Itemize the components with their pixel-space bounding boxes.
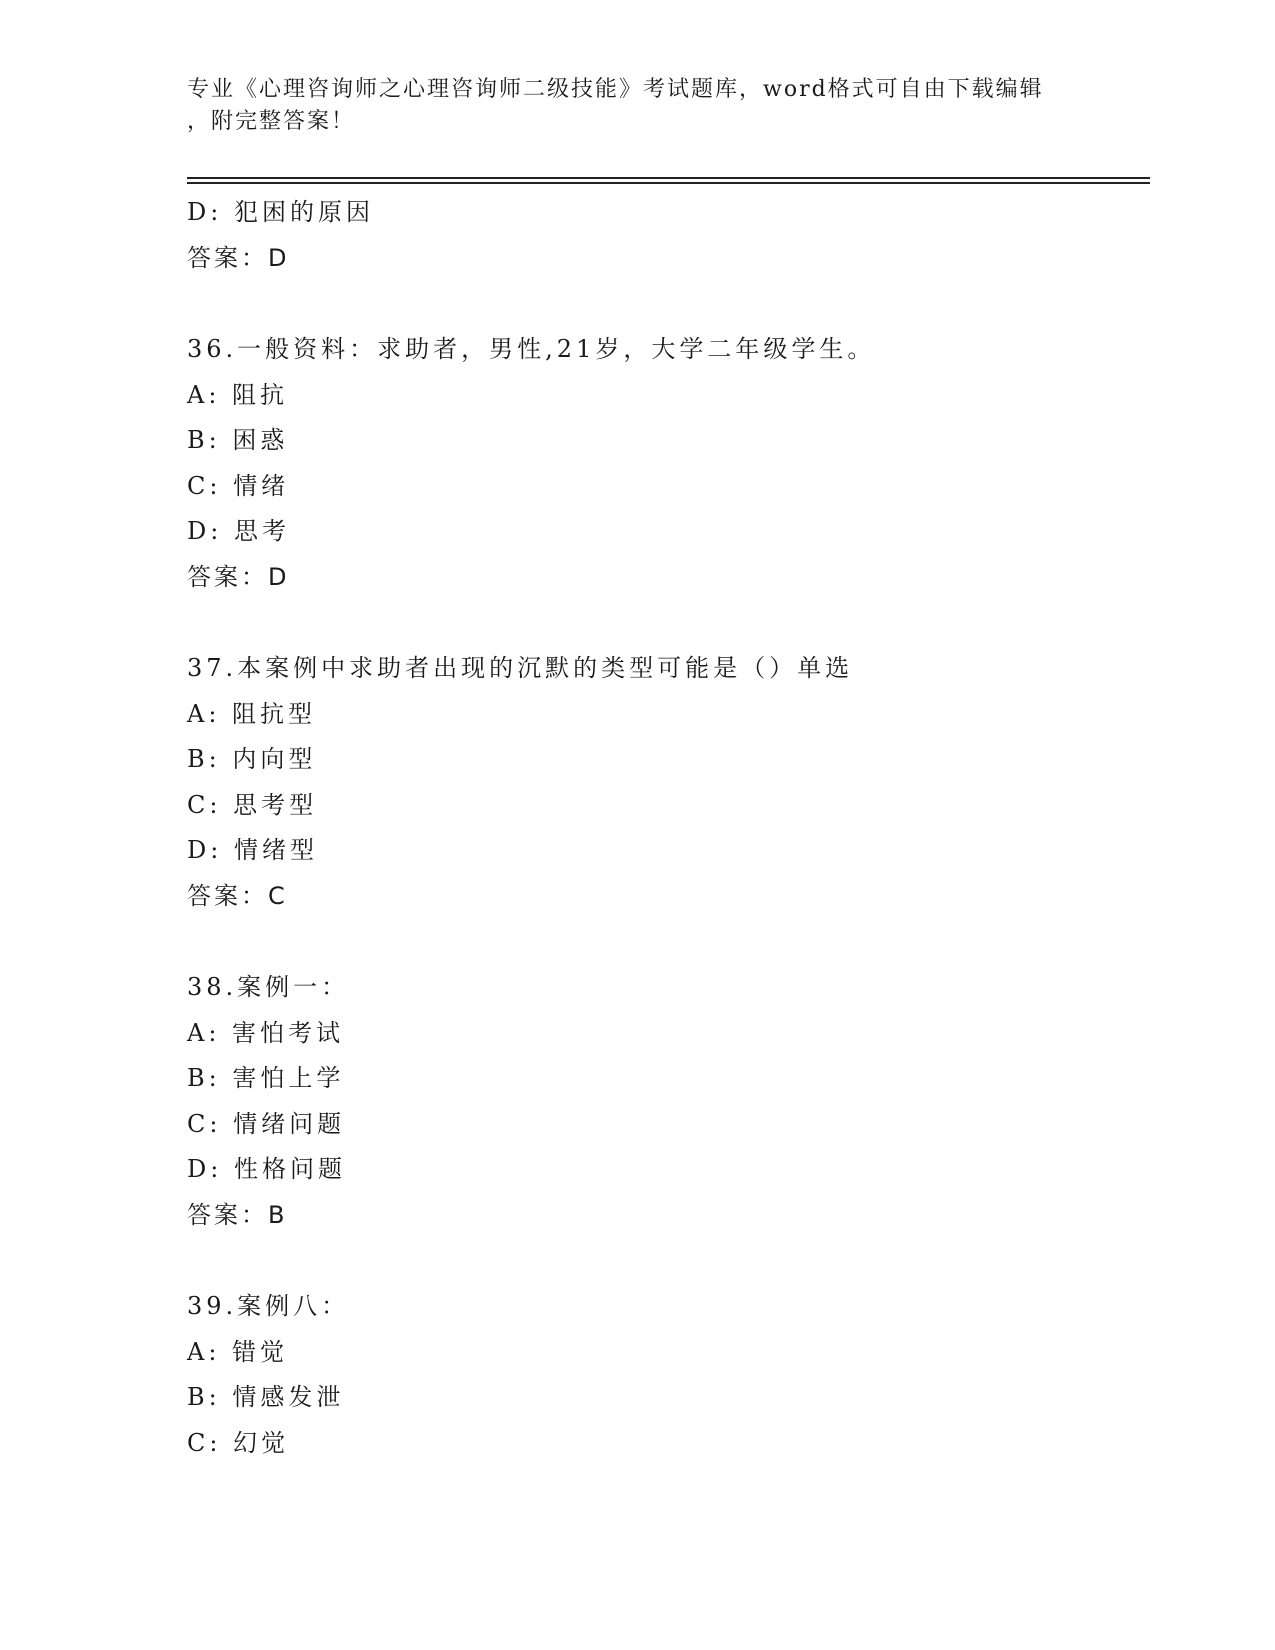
spacer xyxy=(187,919,1147,965)
spacer xyxy=(187,1238,1147,1284)
document-header xyxy=(187,74,1067,138)
answer-line: 答案：D xyxy=(187,562,290,591)
spacer xyxy=(187,600,1147,646)
option-a: A: 害怕考试 xyxy=(187,1018,345,1047)
option-a: A: 阻抗型 xyxy=(187,699,317,728)
option-c: C: 幻觉 xyxy=(187,1428,290,1457)
answer-line: 答案：C xyxy=(187,881,288,910)
question-list xyxy=(187,190,1147,1466)
option-a: A: 错觉 xyxy=(187,1337,289,1366)
option-b: B: 害怕上学 xyxy=(187,1064,345,1092)
option-d: D: 情绪型 xyxy=(187,836,318,864)
header-line-1: 专业《心理咨询师之心理咨询师二级技能》考试题库，word格式可自由下载编辑 xyxy=(187,77,1044,102)
question-stem: 37.本案例中求助者出现的沉默的类型可能是（）单选 xyxy=(187,654,854,682)
option-b: B: 情感发泄 xyxy=(187,1383,345,1411)
option-d: D: 性格问题 xyxy=(187,1155,346,1183)
answer-line: 答案：D xyxy=(187,243,290,272)
option-d: D: 思考 xyxy=(187,517,290,545)
question-stem: 38.案例一： xyxy=(187,973,350,1001)
spacer xyxy=(187,281,1147,327)
question-stem: 39.案例八： xyxy=(187,1292,350,1320)
question-37 xyxy=(187,646,1147,919)
question-38 xyxy=(187,965,1147,1238)
answer-line: 答案：B xyxy=(187,1200,288,1229)
option-d: D: 犯困的原因 xyxy=(187,198,374,226)
header-divider-top xyxy=(187,177,1150,179)
option-c: C: 情绪 xyxy=(187,471,290,500)
option-c: C: 情绪问题 xyxy=(187,1109,346,1138)
option-c: C: 思考型 xyxy=(187,790,318,819)
question-39 xyxy=(187,1284,1147,1466)
question-36 xyxy=(187,327,1147,600)
header-line-2: ，附完整答案！ xyxy=(187,109,356,134)
question-stem: 36.一般资料：求助者，男性,21岁，大学二年级学生。 xyxy=(187,335,876,363)
option-b: B: 内向型 xyxy=(187,745,317,773)
option-b: B: 困惑 xyxy=(187,426,289,454)
header-divider-bottom xyxy=(187,182,1150,184)
option-a: A: 阻抗 xyxy=(187,380,289,409)
